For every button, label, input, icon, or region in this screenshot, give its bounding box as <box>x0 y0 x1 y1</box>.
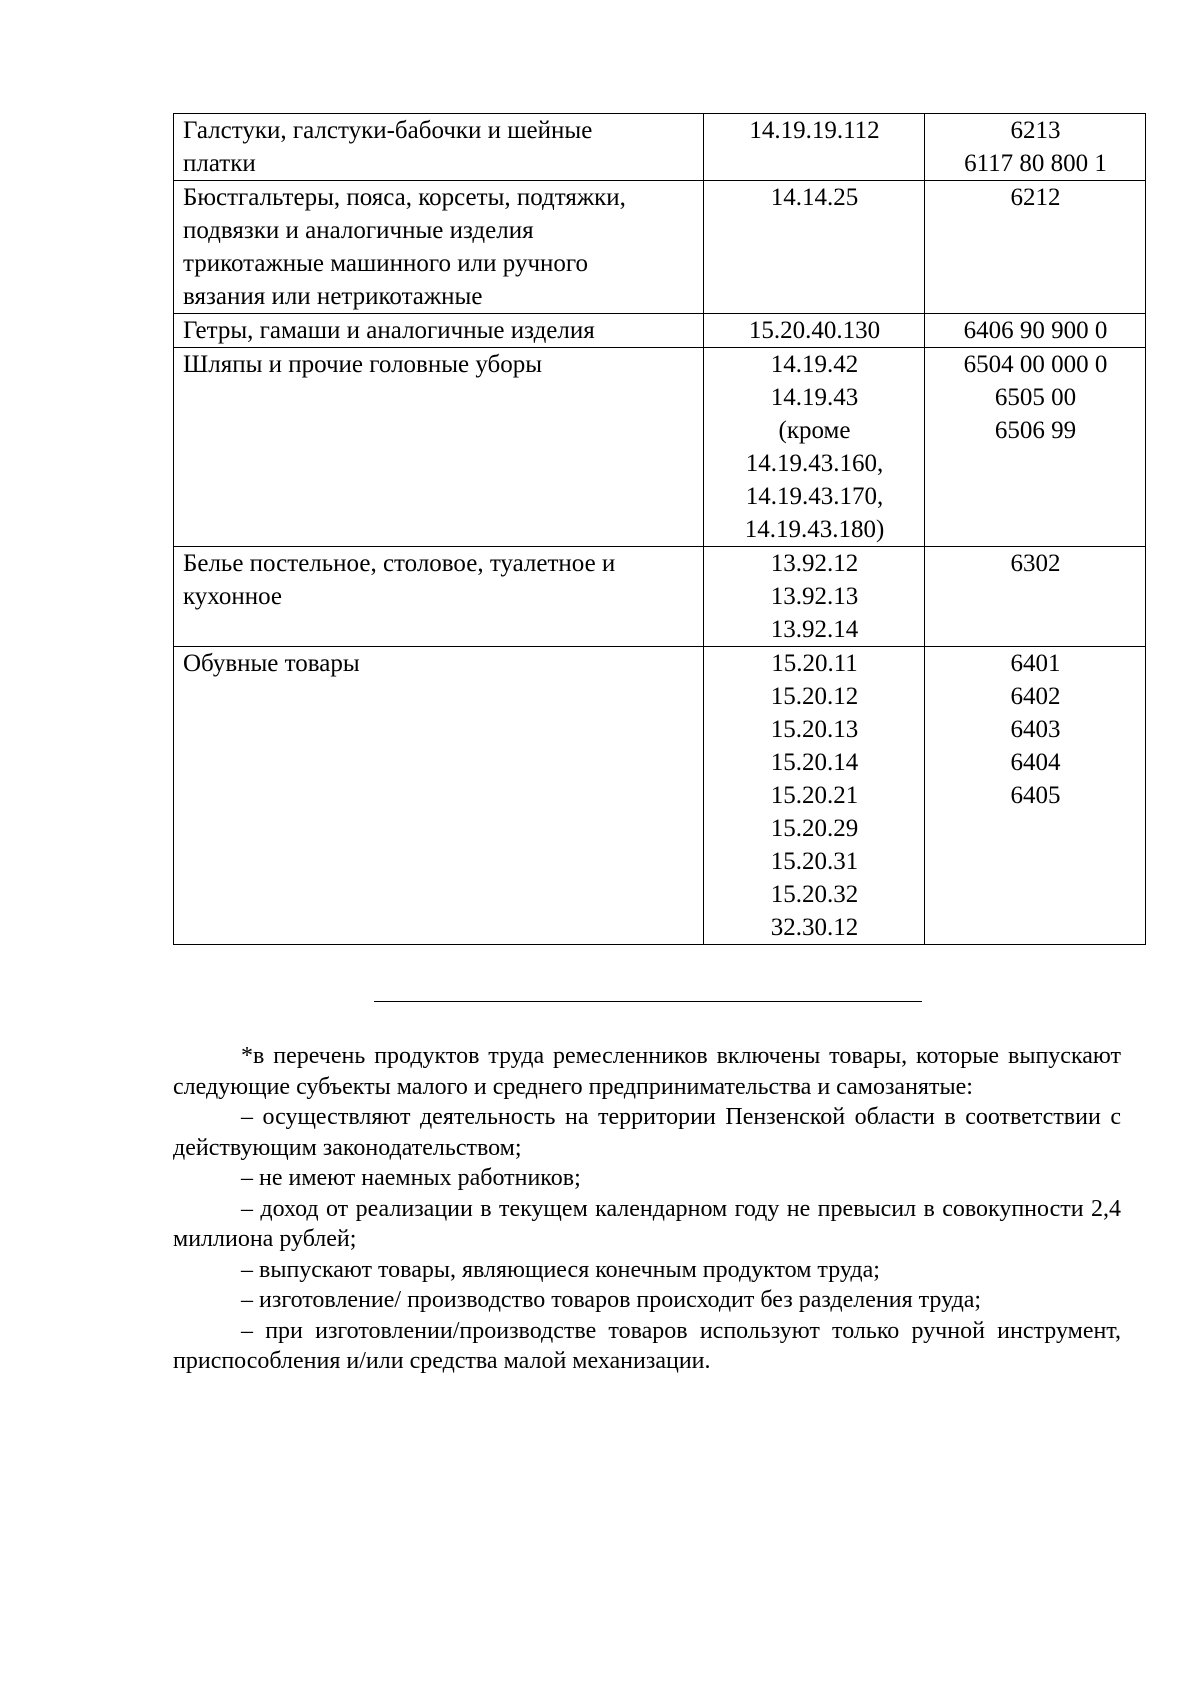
okpd-code-cell <box>704 114 925 181</box>
product-name-cell <box>174 114 704 181</box>
tnved-code: 6405 <box>1010 782 1061 809</box>
okpd-code: 32.30.12 <box>770 914 859 941</box>
tnved-code-cell <box>925 114 1146 181</box>
tnved-code: 6302 <box>1010 550 1061 577</box>
tnved-code: 6401 <box>1010 650 1061 677</box>
tnved-code: 6212 <box>1010 184 1061 211</box>
table-row <box>174 181 1146 314</box>
product-name-line: Обувные товары <box>183 650 360 677</box>
product-name-cell <box>174 547 704 647</box>
table-row <box>174 547 1146 647</box>
tnved-code: 6117 80 800 1 <box>964 150 1107 177</box>
okpd-code: 15.20.31 <box>770 848 859 875</box>
okpd-code: 14.19.43 <box>770 384 859 411</box>
okpd-code-cell <box>704 314 925 348</box>
okpd-code-cell <box>704 348 925 547</box>
goods-table-body <box>174 114 1146 945</box>
product-name-line: Белье постельное, столовое, туалетное и <box>183 550 616 577</box>
product-name-cell <box>174 647 704 945</box>
tnved-code: 6506 99 <box>994 417 1077 444</box>
footnote-block <box>173 1041 1121 1377</box>
tnved-code: 6406 90 900 0 <box>963 317 1108 344</box>
table-row <box>174 348 1146 547</box>
okpd-code-cell <box>704 181 925 314</box>
okpd-code: 14.19.43.180) <box>744 516 885 543</box>
product-name-line: кухонное <box>183 583 282 610</box>
tnved-code: 6505 00 <box>994 384 1077 411</box>
okpd-code: 13.92.13 <box>770 583 859 610</box>
table-row <box>174 314 1146 348</box>
tnved-code-cell <box>925 647 1146 945</box>
okpd-code-cell <box>704 547 925 647</box>
okpd-code: 15.20.11 <box>771 650 858 677</box>
product-name-cell <box>174 181 704 314</box>
tnved-code: 6213 <box>1010 117 1061 144</box>
okpd-code: 15.20.32 <box>770 881 859 908</box>
okpd-code: 14.14.25 <box>770 184 859 211</box>
product-name-cell <box>174 314 704 348</box>
tnved-code-cell <box>925 547 1146 647</box>
tnved-code: 6403 <box>1010 716 1061 743</box>
product-name-line: Шляпы и прочие головные уборы <box>183 351 543 378</box>
product-name-line: трикотажные машинного или ручного <box>183 250 589 277</box>
okpd-code: 14.19.19.112 <box>749 117 880 144</box>
footnote-condition: – изготовление/ производство товаров происходит без разделения труда; <box>241 1287 982 1313</box>
footnote-intro: *в перечень продуктов труда ремесленников включены товары, которые выпускают следующие субъекты малого и среднего предпринимательства и самозанятые: <box>173 1043 1121 1100</box>
tnved-code: 6504 00 000 0 <box>963 351 1108 378</box>
okpd-code-cell <box>704 647 925 945</box>
okpd-code: 15.20.21 <box>770 782 859 809</box>
okpd-code: 15.20.29 <box>770 815 859 842</box>
okpd-code: 15.20.14 <box>770 749 859 776</box>
product-name-line: вязания или нетрикотажные <box>183 283 483 310</box>
product-name-line: платки <box>183 150 256 177</box>
okpd-code: 13.92.12 <box>770 550 859 577</box>
footnote-condition: – осуществляют деятельность на территории Пензенской области в соответствии с действующим законодательством; <box>173 1104 1121 1161</box>
product-name-line: Бюстгальтеры, пояса, корсеты, подтяжки, <box>183 184 626 211</box>
table-row <box>174 647 1146 945</box>
okpd-code: 15.20.12 <box>770 683 859 710</box>
goods-table <box>173 113 1146 945</box>
okpd-code: 14.19.43.160, <box>745 450 884 477</box>
table-row <box>174 114 1146 181</box>
footnote-condition: – не имеют наемных работников; <box>241 1165 581 1191</box>
footnote-condition: – при изготовлении/производстве товаров используют только ручной инструмент, приспособления и/или средства малой механизации. <box>173 1317 1121 1374</box>
tnved-code-cell <box>925 314 1146 348</box>
okpd-code: (кроме <box>778 417 851 444</box>
okpd-code: 15.20.40.130 <box>748 317 881 344</box>
okpd-code: 15.20.13 <box>770 716 859 743</box>
tnved-code: 6402 <box>1010 683 1061 710</box>
product-name-cell <box>174 348 704 547</box>
okpd-code: 13.92.14 <box>770 616 859 643</box>
footnote-condition: – выпускают товары, являющиеся конечным продуктом труда; <box>241 1256 880 1283</box>
okpd-code: 14.19.43.170, <box>745 483 884 510</box>
footnote-condition: – доход от реализации в текущем календарном году не превысил в совокупности 2,4 миллиона рублей; <box>173 1195 1121 1252</box>
footnote-divider <box>374 1001 922 1002</box>
product-name-line: Галстуки, галстуки-бабочки и шейные <box>183 117 593 144</box>
product-name-line: подвязки и аналогичные изделия <box>183 217 534 244</box>
tnved-code: 6404 <box>1010 749 1061 776</box>
product-name-line: Гетры, гамаши и аналогичные изделия <box>183 317 595 344</box>
tnved-code-cell <box>925 181 1146 314</box>
tnved-code-cell <box>925 348 1146 547</box>
okpd-code: 14.19.42 <box>770 351 859 378</box>
